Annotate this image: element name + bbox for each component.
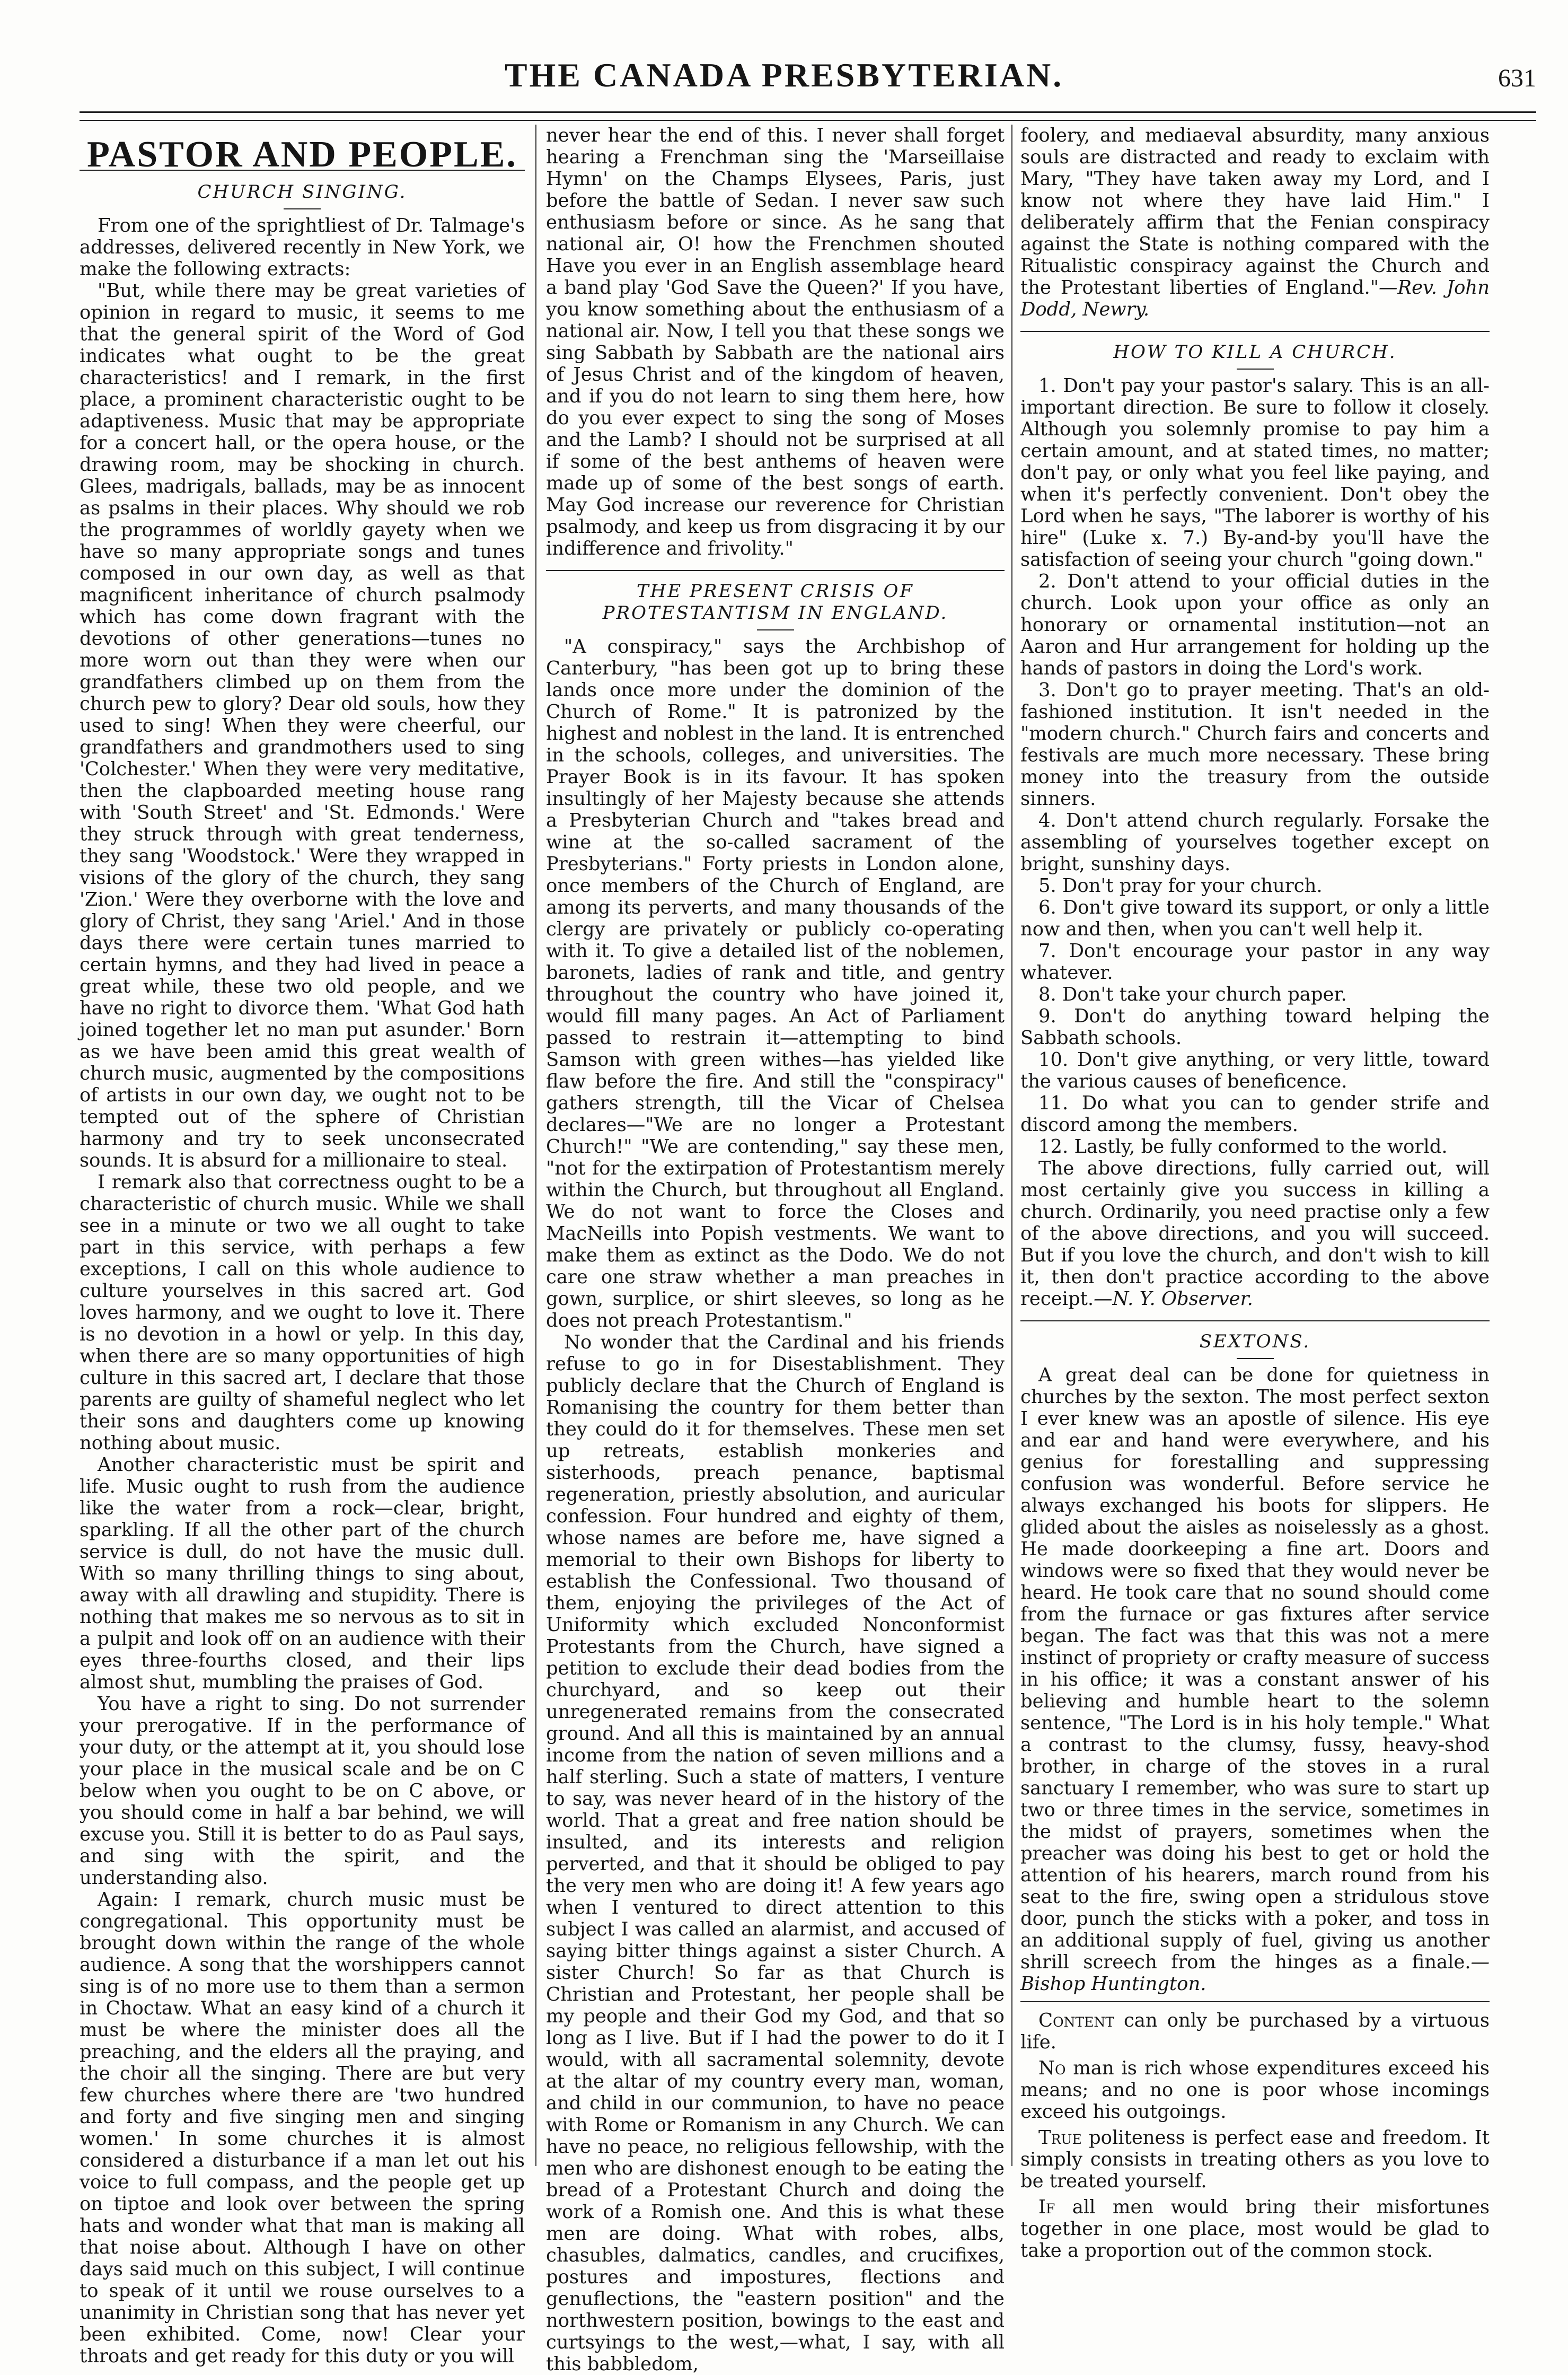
- title-rule: [1237, 369, 1274, 370]
- list-item: 11. Do what you can to gender strife and discord among the members.: [1020, 1092, 1490, 1136]
- aside-paragraph: [1020, 2057, 1490, 2123]
- lead-word: If: [1038, 2196, 1055, 2218]
- title-rule: [284, 208, 321, 209]
- divider: [1020, 2001, 1490, 2002]
- column-1: [80, 125, 525, 2367]
- aside-block: [1020, 2010, 1490, 2262]
- paragraph: "But, while there may be great varieties of opinion in regard to music, it seems to me that the general spirit of the Word of God indicates what ought to be the great characteristics! and I remark, in the first place, a prominent characteristic ought to be adaptiveness. Music that may be appropriate for a concert hall, or the opera house, or the drawing room, may be shocking in church. Glees, madrigals, ballads, may be as innocent as psalms in their places. Why should we rob the programmes of worldly gayety when we have so many appropriate songs and tunes composed in our own day, as well as that magnificent inheritance of church psalmody which has come down fragrant with the devotions of other generations—tunes no more worn out than they were when our grandfathers climbed up on them from the church pew to glory? Dear old souls, how they used to sing! When they were cheerful, our grandfathers and grandmothers used to sing 'Colchester.' When they were very meditative, then the clapboarded meeting house rang with 'South Street' and 'St. Edmonds.' Were they struck through with great tenderness, they sang 'Woodstock.' Were they wrapped in visions of the glory of the church, they sang 'Zion.' Were they overborne with the love and glory of Christ, they sang 'Ariel.' And in those days there were certain tunes married to certain hymns, and they had lived in peace a great while, these two old people, and we have no right to divorce them. 'What God hath joined together let no man put asunder.' Born as we have been amid this great wealth of church music, augmented by the compositions of artists in our own day, we ought not to be tempted out of the sphere of Christian harmony and try to seek unconsecrated sounds. It is absurd for a millionaire to steal.: [80, 280, 525, 1171]
- masthead: [0, 0, 1568, 122]
- list-item: 1. Don't pay your pastor's salary. This is an all-important direction. Be sure to follow it closely. Although you solemnly promise to pay him a certain amount, and at stated times, no matter; don't pay, or only what you feel like paying, and when it's perfectly convenient. Don't obey the Lord when he says, "The laborer is worthy of his hire" (Luke x. 7.) By-and-by you'll have the satisfaction of seeing your church "going down.": [1020, 375, 1490, 571]
- article-title-sextons: SEXTONS.: [1020, 1320, 1490, 1353]
- list-item: 7. Don't encourage your pastor in any way whatever.: [1020, 940, 1490, 984]
- paragraph: Again: I remark, church music must be congregational. This opportunity must be brought down within the range of the whole audience. A song that the worshippers cannot sing is of no more use to them than a sermon in Choctaw. What an easy kind of a church it must be where the minister does all the preaching, and the elders all the praying, and the choir all the singing. There are but very few churches where there are 'two hundred and forty and five singing men and singing women.' In some churches it is almost considered a disturbance if a man let out his voice to full compass, and the people get up on tiptoe and look over between the spring hats and wonder what that man is making all that noise about. Although I have on other days said much on this subject, I will continue to speak of it until we rouse ourselves to a unanimity in Christian song that has never yet been exhibited. Come, now! Clear your throats and get ready for this duty or you will: [80, 1889, 525, 2367]
- header-rule-thin: [80, 120, 1536, 121]
- column-3: [1020, 125, 1490, 2262]
- signature: —Rev. John Dodd, Newry.: [1020, 277, 1490, 320]
- paragraph: You have a right to sing. Do not surrender your prerogative. If in the performance of your duty, or the attempt at it, you should lose your place in the musical scale and be on C below when you ought to be on C above, or you should come in half a bar behind, we will excuse you. Still it is better to do as Paul says, and sing with the spirit, and the understanding also.: [80, 1693, 525, 1889]
- list-item: 6. Don't give toward its support, or only a little now and then, when you can't well help it.: [1020, 897, 1490, 940]
- column-divider: [1011, 125, 1012, 2166]
- column-2: [546, 125, 1005, 2375]
- list-item: 5. Don't pray for your church.: [1038, 875, 1323, 897]
- page-number: 631: [1498, 64, 1536, 92]
- column-divider: [535, 125, 536, 2166]
- paragraph: I remark also that correctness ought to be a characteristic of church music. While we shall see in a minute or two we all ought to take part in this service, with perhaps a few exceptions, I call on this whole audience to culture yourselves in this sacred art. God loves harmony, and we ought to love it. There is no devotion in a howl or yelp. In this day, when there are so many opportunities of high culture in this sacred art, I declare that those parents are guilty of shameful neglect who let their sons and daughters come up knowing nothing about music.: [80, 1171, 525, 1454]
- numbered-list: [1020, 375, 1490, 1158]
- section-heading: PASTOR AND PEOPLE.: [80, 144, 525, 171]
- aside-text: man is rich whose expenditures exceed his means; and no one is poor whose incomings exceed his outgoings.: [1020, 2057, 1490, 2123]
- aside-paragraph: [1020, 2010, 1490, 2053]
- article-title-protestantism: THE PRESENT CRISIS OF PROTESTANTISM IN ENGLAND.: [546, 570, 1005, 624]
- list-item: 8. Don't take your church paper.: [1038, 984, 1347, 1005]
- paragraph: No wonder that the Cardinal and his friends refuse to go in for Disestablishment. They publicly declare that the Church of England is Romanising the country for them better than they could do it for themselves. These men set up retreats, establish monkeries and sisterhoods, preach penance, baptismal regeneration, priestly absolution, and auricular confession. Four hundred and eighty of them, whose names are before me, have signed a memorial to their own Bishops for liberty to establish the Confessional. Two thousand of them, enjoying the privileges of the Act of Uniformity which excluded Nonconformist Protestants from the Church, have signed a petition to exclude their dead bodies from the churchyard, and so keep out their unregenerated remains from the consecrated ground. And all this is maintained by an annual income from the nation of seven millions and a half sterling. Such a state of matters, I venture to say, was never heard of in the history of the world. That a great and free nation should be insulted, and its interests and religion perverted, and that it should be obliged to pay the very men who are doing it! A few years ago when I ventured to direct attention to this subject I was called an alarmist, and accused of saying bitter things against a sister Church. A sister Church! So far as that Church is Christian and Protestant, her people shall be my people and their God my God, and that so long as I live. But if I had the power to do it I would, with all sacramental solemnity, devote at the altar of my country every man, woman, and child in our communion, to have no peace with Rome or Romanism in any Church. We can have no peace, no religious fellowship, with the men who are dishonest enough to be eating the bread of a Protestant Church and doing the work of a Romish one. And this is what these men are doing. What with robes, albs, chasubles, dalmatics, candles, and crucifixes, postures and impostures, flections and genuflections, the "eastern position" and the northwestern position, bowings to the east and curtsyings to the west,—what, I say, with all this babbledom,: [546, 1331, 1005, 2375]
- list-item: 4. Don't attend church regularly. Forsake the assembling of yourselves together except on bright, sunshiny days.: [1020, 810, 1490, 875]
- signature: —N. Y. Observer.: [1094, 1288, 1253, 1310]
- title-rule: [757, 629, 794, 630]
- paragraph: "A conspiracy," says the Archbishop of Canterbury, "has been got up to bring these lands once more under the dominion of the Church of Rome." It is patronized by the highest and noblest in the land. It is entrenched in the schools, colleges, and universities. The Prayer Book is in its favour. It has spoken insultingly of her Majesty because she attends a Presbyterian Church and "takes bread and wine at the so-called sacrament of the Presbyterians." Forty priests in London alone, once members of the Church of England, are among its perverts, and many thousands of the clergy are privately or publicly co-operating with it. To give a detailed list of the noblemen, baronets, ladies of rank and title, and gentry throughout the country who have joined it, would fill many pages. An Act of Parliament passed to restrain it—attempting to bind Samson with green withes—has yielded like flaw before the fire. And still the "conspiracy" gathers strength, till the Vicar of Chelsea declares—"We are no longer a Protestant Church!" "We are contending," say these men, "not for the extirpation of Protestantism merely within the Church, but throughout all England. We do not want to force the Closes and MacNeills into Popish vestments. We want to make them as extinct as the Dodo. We do not care one straw whether a man preaches in gown, surplice, or shirt sleeves, so long as he does not preach Protestantism.": [546, 636, 1005, 1331]
- paragraph: Another characteristic must be spirit and life. Music ought to rush from the audience like the water from a rock—clear, bright, sparkling. If all the other part of the church service is dull, do not have the music dull. With so many thrilling things to sing about, away with all drawling and stupidity. There is nothing that makes me so nervous as to sit in a pulpit and look off on an audience with their eyes three-fourths closed, and their lips almost shut, mumbling the praises of God.: [80, 1454, 525, 1693]
- paragraph: [1020, 1158, 1490, 1310]
- paragraph-text: The above directions, fully carried out, will most certainly give you success in killing a church. Ordinarily, you need practise only a few of the above directions, and you will succeed. But if you love the church, and don't wish to kill it, then don't practice according to the above receipt.: [1020, 1158, 1490, 1310]
- aside-paragraph: [1020, 2127, 1490, 2192]
- lead-word: Content: [1038, 2010, 1114, 2031]
- aside-text: politeness is perfect ease and freedom. It simply consists in treating others as you love to be treated yourself.: [1020, 2127, 1490, 2192]
- header-rule: [80, 111, 1536, 113]
- aside-paragraph: [1020, 2196, 1490, 2262]
- article-title-church-singing: CHURCH SINGING.: [197, 181, 407, 203]
- list-item: 10. Don't give anything, or very little, toward the various causes of beneficence.: [1020, 1049, 1490, 1092]
- paragraph: [1020, 1364, 1490, 1995]
- aside-text: can only be purchased by a virtuous life.: [1020, 2010, 1490, 2053]
- paragraph: From one of the sprightliest of Dr. Talmage's addresses, delivered recently in New York, we make the following extracts:: [80, 215, 525, 280]
- lead-word: True: [1038, 2127, 1082, 2149]
- aside-text: all men would bring their misfortunes together in one place, most would be glad to take a proportion out of the common stock.: [1020, 2196, 1490, 2262]
- list-item: 9. Don't do anything toward helping the Sabbath schools.: [1020, 1005, 1490, 1049]
- signature: —Bishop Huntington.: [1020, 1951, 1490, 1995]
- list-item: 2. Don't attend to your official duties in the church. Look upon your office as only an honorary or ornamental institution—not an Aaron and Hur arrangement for holding up the hands of pastors in doing the Lord's work.: [1020, 571, 1490, 679]
- paragraph: never hear the end of this. I never shall forget hearing a Frenchman sing the 'Marseillaise Hymn' on the Champs Elysees, Paris, just before the battle of Sedan. I never saw such enthusiasm before or since. As he sang that national air, O! how the Frenchmen shouted Have you ever in an English assemblage heard a band play 'God Save the Queen?' If you have, you know something about the enthusiasm of a national air. Now, I tell you that these songs we sing Sabbath by Sabbath are the national airs of Jesus Christ and of the kingdom of heaven, and if you do not learn to sing them here, how do you ever expect to sing the song of Moses and the Lamb? I should not be surprised at all if some of the best anthems of heaven were made up of some of the best songs of earth. May God increase our reverence for Christian psalmody, and keep us from disgracing it by our indifference and frivolity.": [546, 125, 1005, 559]
- paragraph-text: A great deal can be done for quietness in churches by the sexton. The most perfect sexton I ever knew was an apostle of silence. His eye and ear and hand were everywhere, and his genius for forestalling and suppressing confusion was wonderful. Before service he always exchanged his boots for slippers. He glided about the aisles as noiselessly as a ghost. He made doorkeeping a fine art. Doors and windows were so fixed that they would never be heard. He took care that no sound should come from the furnace or gas fixtures after service began. The fact was that this was not a mere instinct of propriety or crafty measure of success in his office; it was a constant answer of his believing and humble heart to the solemn sentence, "The Lord is in his holy temple." What a contrast to the clumsy, fussy, heavy-shod brother, in charge of the stoves in a rural sanctuary I remember, who was sure to start up two or three times in the service, sometimes in the midst of prayers, sometimes when the preacher was doing his best to get or hold the attention of his hearers, march round from his seat to the fire, swing open a stridulous stove door, punch the sticks with a poker, and toss in an additional supply of fuel, giving us another shrill screech from the hinges as a finale.: [1020, 1364, 1490, 1973]
- newspaper-title: THE CANADA PRESBYTERIAN.: [504, 56, 1064, 94]
- paragraph: [1020, 125, 1490, 320]
- list-item: 12. Lastly, be fully conformed to the world.: [1038, 1136, 1448, 1158]
- title-rule: [1237, 1358, 1274, 1359]
- lead-word: No: [1038, 2057, 1066, 2079]
- article-title-kill-church: HOW TO KILL A CHURCH.: [1020, 331, 1490, 363]
- list-item: 3. Don't go to prayer meeting. That's an old-fashioned institution. It isn't needed in the "modern church." Church fairs and concerts and festivals are much more necessary. These bring money into the treasury from the outside sinners.: [1020, 679, 1490, 810]
- paragraph-text: foolery, and mediaeval absurdity, many anxious souls are distracted and ready to exclaim with Mary, "They have taken away my Lord, and I know not where they have laid Him." I deliberately affirm that the Fenian conspiracy against the State is nothing compared with the Ritualistic conspiracy against the Church and the Protestant liberties of England.": [1020, 125, 1490, 299]
